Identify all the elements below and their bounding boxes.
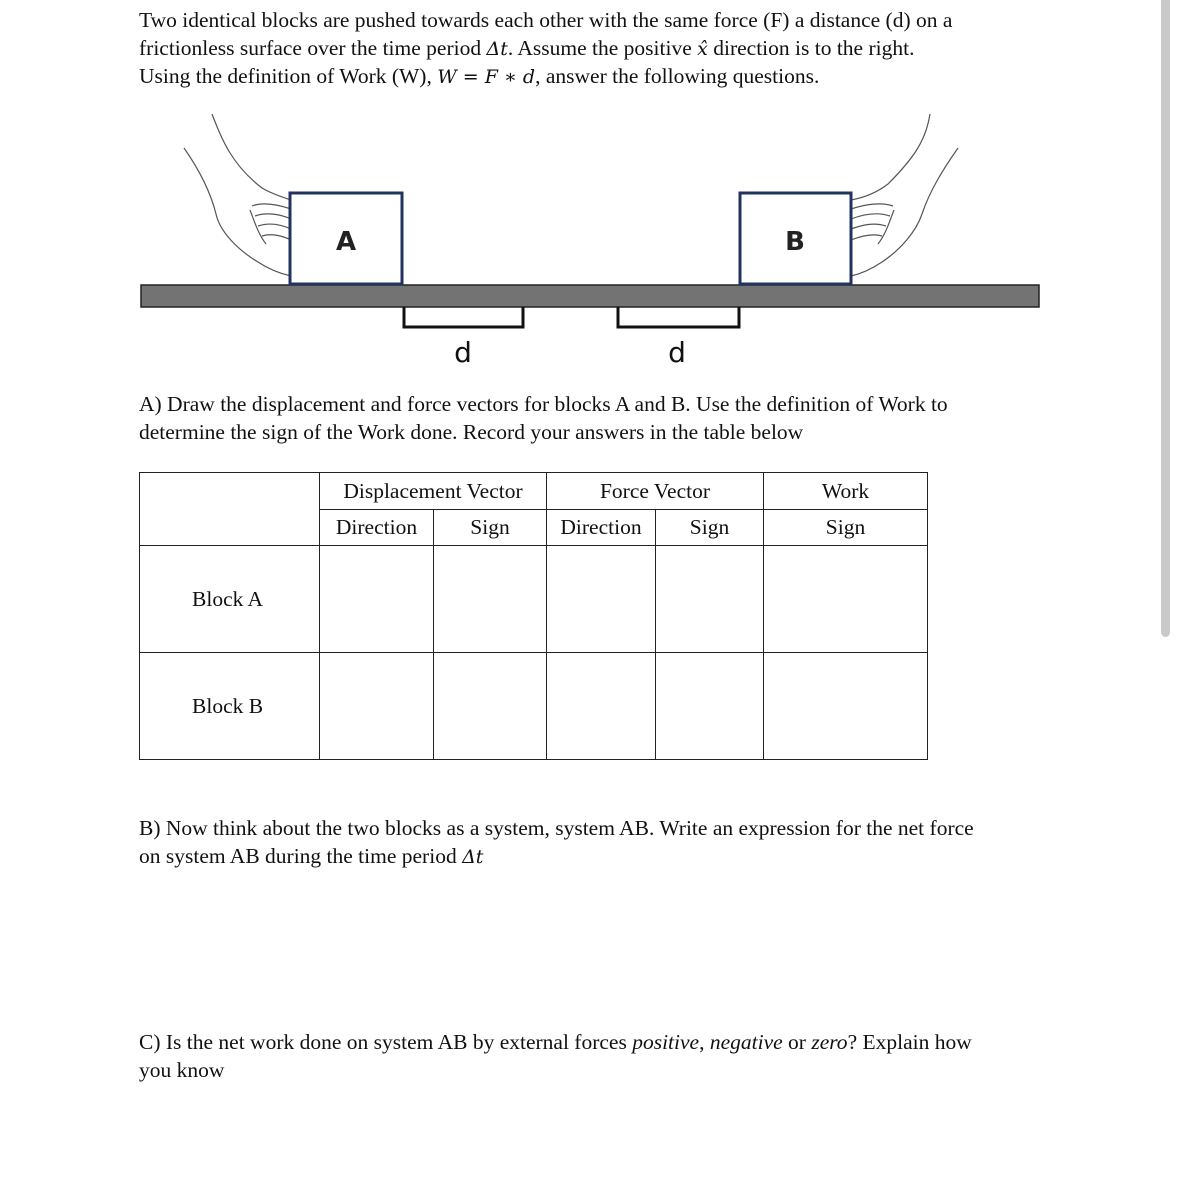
distance-bracket-right xyxy=(618,307,739,327)
block-b-label: B xyxy=(785,227,805,257)
option-negative: negative xyxy=(709,1030,783,1054)
intro-paragraph: Two identical blocks are pushed towards each other with the same force (F) a distance (d) on a frictionless surface over the time period Δt. Assume the positive x̂ direction is to the right. Using the definition of Work (W), W = F ∗ d, answer the following questions. xyxy=(139,8,953,88)
right-hand-icon xyxy=(851,114,958,276)
question-a: A) Draw the displacement and force vectors for blocks A and B. Use the definition of Work to determine the sign of the Work done. Record your answers in the table below xyxy=(139,392,948,444)
answer-cell[interactable] xyxy=(547,653,656,760)
answer-cell[interactable] xyxy=(547,546,656,653)
work-formula: W = F ∗ d xyxy=(437,66,536,88)
floor-surface xyxy=(141,285,1039,307)
blocks-diagram xyxy=(0,0,1179,380)
subheader-displacement-sign: Sign xyxy=(434,510,547,546)
left-hand-icon xyxy=(184,114,291,276)
distance-bracket-left xyxy=(404,307,523,327)
answer-cell[interactable] xyxy=(656,546,764,653)
header-work: Work xyxy=(764,473,928,510)
intro-line-1: Two identical blocks are pushed towards each other with the same force (F) a distance (d) on a xyxy=(139,8,953,32)
distance-label-right: d xyxy=(668,336,686,369)
option-zero: zero xyxy=(811,1030,848,1054)
answer-cell[interactable] xyxy=(764,546,928,653)
question-c: C) Is the net work done on system AB by external forces positive, negative or zero? Explain how you know xyxy=(139,1030,972,1082)
answer-cell[interactable] xyxy=(434,653,547,760)
subheader-displacement-direction: Direction xyxy=(320,510,434,546)
subheader-force-direction: Direction xyxy=(547,510,656,546)
answer-cell[interactable] xyxy=(320,546,434,653)
table-row xyxy=(140,653,928,760)
corner-cell xyxy=(140,473,320,546)
option-positive: positive xyxy=(632,1030,700,1054)
table-row xyxy=(140,546,928,653)
answer-cell[interactable] xyxy=(656,653,764,760)
x-hat-symbol: x̂ xyxy=(697,37,708,60)
delta-t-symbol: Δt xyxy=(486,37,508,60)
distance-label-left: d xyxy=(454,336,472,369)
answer-table xyxy=(139,472,928,760)
row-label-block-a: Block A xyxy=(140,546,320,653)
subheader-work-sign: Sign xyxy=(764,510,928,546)
header-displacement-vector: Displacement Vector xyxy=(320,473,547,510)
answer-cell[interactable] xyxy=(764,653,928,760)
subheader-force-sign: Sign xyxy=(656,510,764,546)
block-a-label: A xyxy=(335,227,357,257)
delta-t-symbol: Δt xyxy=(462,845,484,868)
header-force-vector: Force Vector xyxy=(547,473,764,510)
row-label-block-b: Block B xyxy=(140,653,320,760)
answer-cell[interactable] xyxy=(320,653,434,760)
answer-cell[interactable] xyxy=(434,546,547,653)
question-b: B) Now think about the two blocks as a system, system AB. Write an expression for the net force on system AB during the time period Δt xyxy=(139,816,974,868)
